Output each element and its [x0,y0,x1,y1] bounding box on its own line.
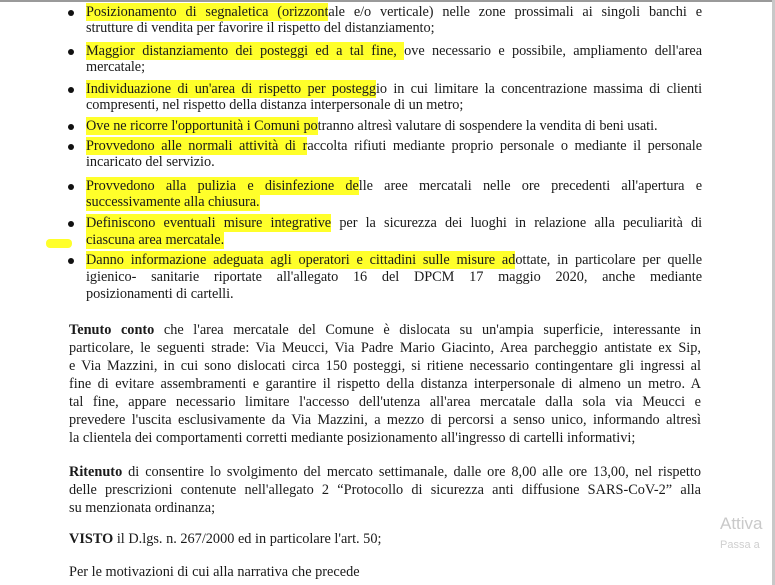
highlighted-text: Maggior distanziamento dei posteggi ed a tal fine, [86,43,405,59]
paragraph-line: su menzionata ordinanza; [69,500,216,516]
list-item-text: ottate, in particolare per quelle [515,252,702,268]
highlighted-text: Posizionamento di segnaletica (orizzont [86,4,329,20]
activation-watermark-title: Attiva [720,514,763,533]
list-item-line [86,4,702,20]
list-item-text: igienico- sanitarie riportate all'allegato 16 del DPCM 17 maggio 2020, anche mediante [86,269,702,285]
highlighted-text: Provvedono alle normali attività di r [86,138,308,154]
paragraph-tenuto-conto [69,321,701,447]
highlighted-text: Provvedono alla pulizia e disinfezione de [86,178,359,194]
list-item-line [86,252,702,268]
bullet-dot [68,184,74,190]
list-item-text: io in cui limitare la concentrazione massima di clienti [375,81,702,97]
list-item-text: tranno altresì valutare di sospendere la vendita di beni usati. [317,118,658,134]
paragraph-visto [69,530,701,548]
highlighted-text: ciascuna area mercatale. [86,232,225,248]
list-item-line [86,43,702,59]
bullet-dot [68,144,74,150]
list-item-line [86,215,702,231]
list-item-line [86,286,234,302]
paragraph-lead: Tenuto conto [69,322,155,338]
paragraph-line: tal fine, appare necessario limitare l'accesso dell'utenza all'area mercatale dalla sola via Meucci e [69,394,701,410]
list-item-line [86,97,463,113]
list-item-line [86,194,260,210]
paragraph-line: delle prescrizioni contenute nell'allegato 2 “Protocollo di sicurezza anti diffusione SARS-CoV-2” alla [69,482,701,498]
paragraph-line: e Via Mazzini, in cui sono dislocati circa 150 posteggi, si ritiene necessario contingentare gli ingressi al [69,358,701,374]
paragraph-line: Per le motivazioni di cui alla narrativa che precede [69,564,360,580]
highlighted-text: Danno informazione adeguata agli operatori e cittadini sulle misure ad [86,252,516,268]
paragraph-line [69,530,701,548]
paragraph-motivazioni [69,563,701,581]
list-item-text: strutture di vendita per favorire il rispetto del distanziamento; [86,20,435,36]
paragraph-line: la clientela dei comportamenti corretti mediante posizionamento all'ingresso di cartelli informativi; [69,430,636,446]
highlighted-text: successivamente alla chiusura. [86,194,260,210]
highlight-stroke [46,239,72,248]
list-item-text: mercatale; [86,59,146,75]
activation-watermark-subtitle: Passa a [720,539,760,551]
list-item-line [86,118,658,134]
list-item-line [86,138,702,154]
list-item-text: ale e/o verticale) nelle zone prossimali ai singoli banchi e [328,4,702,20]
paragraph-line [69,463,701,481]
paragraph-line: fine di evitare assembramenti e garantire il rispetto della distanza interpersonale di almeno un metro. A [69,376,701,392]
list-item-text: lle aree mercatali nelle ore precedenti all'apertura e [358,178,702,194]
list-item-text: ove necessario e possibile, ampliamento dell'area [404,43,702,59]
paragraph-line: prevedere l'uscita esclusivamente da Via Mazzini, a mezzo di percorsi a senso unico, informando altresì [69,412,701,428]
paragraph-line [69,321,701,339]
highlighted-text: Definiscono eventuali misure integrative [86,215,332,231]
bullet-dot [68,258,74,264]
paragraph-text: che l'area mercatale del Comune è dislocata su un'ampia superficie, interessante in [154,322,702,338]
highlighted-text: Individuazione di un'area di rispetto per postegg [86,81,376,97]
highlighted-text: Ove ne ricorre l'opportunità i Comuni po [86,118,318,134]
bullet-dot [68,124,74,130]
paragraph-line: particolare, le seguenti strade: Via Meucci, Via Padre Mario Giacinto, Area parcheggio antistate ex Sip, [69,340,701,356]
list-item-line [86,178,702,194]
list-item-text: posizionamenti di cartelli. [86,286,234,302]
paragraph-lead: Ritenuto [69,464,123,480]
list-item-line [86,20,435,36]
list-item-text: incaricato del servizio. [86,154,215,170]
bullet-dot [68,49,74,55]
list-item-line [86,59,145,75]
bullet-dot [68,221,74,227]
paragraph-text: il D.lgs. n. 267/2000 ed in particolare l'art. 50; [113,531,382,547]
paragraph-lead: VISTO [69,531,114,547]
list-item-text: accolta rifiuti mediante proprio personale o mediante il personale [307,138,702,154]
paragraph-ritenuto [69,463,701,517]
bullet-dot [68,10,74,16]
list-item-text: per la sicurezza dei luoghi in relazione alla peculiarità di [331,215,702,231]
list-item-line [86,154,215,170]
bullet-dot [68,87,74,93]
list-item-line [86,269,702,285]
list-item-text: compresenti, nel rispetto della distanza interpersonale di un metro; [86,97,464,113]
list-item-line [86,81,702,97]
list-item-line [86,232,224,248]
paragraph-text: di consentire lo svolgimento del mercato settimanale, dalle ore 8,00 alle ore 13,00, nel rispetto [122,464,701,480]
